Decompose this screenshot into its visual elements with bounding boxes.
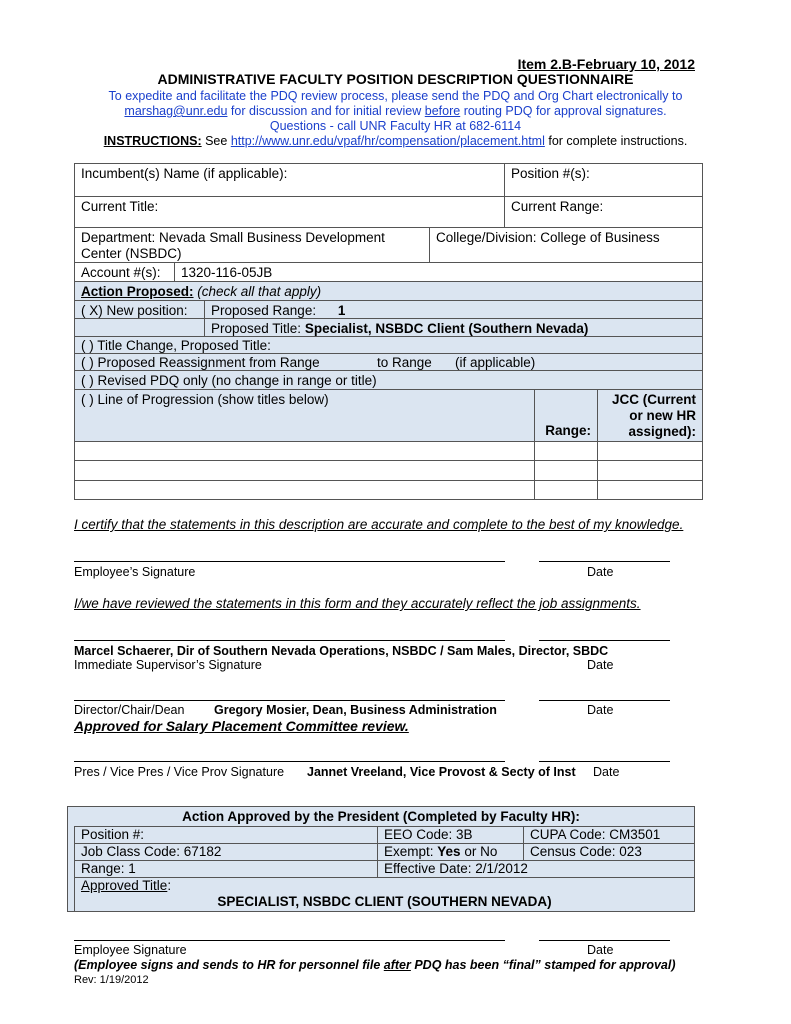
jcc-line-1: JCC (Current	[611, 392, 696, 407]
reassignment-row[interactable]	[74, 353, 703, 371]
cupa-cell	[523, 826, 695, 844]
pres-date-label: Date	[593, 765, 620, 779]
account-label: Account #(s):	[81, 265, 161, 280]
certify-statement: I certify that the statements in this description are accurate and complete to the best of my knowledge.	[74, 517, 684, 532]
eeo-label: EEO Code: 3B	[384, 827, 473, 842]
director-name: Gregory Mosier, Dean, Business Administration	[214, 703, 497, 717]
intro-text: for discussion and for initial review	[227, 104, 425, 118]
before-word: before	[424, 104, 461, 118]
pres-date-line[interactable]	[539, 761, 670, 762]
position-no-cell[interactable]	[504, 163, 703, 197]
reassign-applicable: (if applicable)	[455, 355, 536, 370]
intro-line-2	[0, 104, 791, 118]
reviewed-statement: I/we have reviewed the statements in this form and they accurately reflect the job assignments.	[74, 596, 641, 611]
exempt-cell	[377, 843, 524, 861]
director-date-line[interactable]	[539, 700, 670, 701]
director-label: Director/Chair/Dean	[74, 703, 185, 717]
progression-jcc-2[interactable]	[597, 460, 703, 481]
incumbent-label: Incumbent(s) Name (if applicable):	[81, 166, 288, 181]
incumbent-cell[interactable]	[74, 163, 505, 197]
supervisor-date-line[interactable]	[539, 640, 670, 641]
intro-text-2: routing PDQ for approval signatures.	[460, 104, 667, 118]
supervisor-names: Marcel Schaerer, Dir of Southern Nevada Operations, NSBDC / Sam Males, Director, SBDC	[74, 644, 609, 658]
approved-committee: Approved for Salary Placement Committee review.	[74, 718, 409, 734]
college-cell	[429, 227, 703, 263]
department-line-2: Center (NSBDC)	[81, 246, 182, 261]
jcc-col-header	[597, 389, 703, 442]
action-proposed-label: Action Proposed:	[81, 284, 194, 299]
employee-sig-label: Employee’s Signature	[74, 565, 196, 579]
action-proposed-row	[74, 281, 703, 301]
revised-label: ( ) Revised PDQ only (no change in range or title)	[81, 373, 377, 388]
footer-note-a: (Employee signs and sends to HR for personnel file	[74, 958, 384, 972]
progression-range-2[interactable]	[534, 460, 598, 481]
proposed-title-label: Proposed Title:	[211, 321, 305, 336]
reassign-to-label: to Range	[377, 355, 432, 370]
account-label-cell	[74, 262, 175, 282]
progression-jcc-3[interactable]	[597, 480, 703, 500]
proposed-range-value: 1	[337, 303, 346, 318]
job-class-label: Job Class Code: 67182	[81, 844, 222, 859]
position-label: Position #:	[81, 827, 145, 842]
instructions-see: See	[201, 134, 231, 148]
department-cell	[74, 227, 430, 263]
form-title: ADMINISTRATIVE FACULTY POSITION DESCRIPTION QUESTIONNAIRE	[157, 71, 634, 87]
current-range-cell[interactable]	[504, 196, 703, 228]
line-progression-cell[interactable]	[74, 389, 535, 442]
progression-title-1[interactable]	[74, 441, 535, 461]
item-date: Item 2.B-February 10, 2012	[517, 56, 695, 72]
account-value-cell	[174, 262, 703, 282]
intro-line-1: To expedite and facilitate the PDQ review process, please send the PDQ and Org Chart electronically to	[108, 89, 683, 103]
progression-range-1[interactable]	[534, 441, 598, 461]
president-heading: Action Approved by the President (Completed by Faculty HR):	[182, 809, 580, 824]
progression-title-2[interactable]	[74, 460, 535, 481]
account-value: 1320-116-05JB	[181, 265, 273, 280]
census-label: Census Code: 023	[530, 844, 642, 859]
effective-date-label: Effective Date: 2/1/2012	[384, 861, 528, 876]
action-proposed-hint: (check all that apply)	[193, 284, 322, 299]
jcc-line-3: assigned):	[628, 424, 696, 439]
pres-label: Pres / Vice Pres / Vice Prov Signature	[74, 765, 285, 779]
jcc-line-2: or new HR	[629, 408, 696, 423]
new-position-label: ( X) New position:	[81, 303, 188, 318]
approved-title-value: SPECIALIST, NSBDC CLIENT (SOUTHERN NEVADA)	[217, 894, 552, 909]
proposed-title-spacer	[74, 318, 205, 337]
proposed-title-cell	[204, 318, 703, 337]
new-position-cell[interactable]	[74, 300, 205, 319]
director-date-label: Date	[587, 703, 614, 717]
footer-date-label: Date	[587, 943, 614, 957]
census-cell	[523, 843, 695, 861]
director-sig-line[interactable]	[74, 700, 505, 701]
email-link[interactable]: marshag@unr.edu	[124, 104, 228, 118]
footer-employee-sig-label: Employee Signature	[74, 943, 187, 957]
revision-date: Rev: 1/19/2012	[74, 974, 149, 986]
footer-note-b: PDQ has been “final” stamped for approval)	[410, 958, 676, 972]
title-change-row[interactable]	[74, 336, 703, 354]
supervisor-date-label: Date	[587, 658, 614, 672]
department-line-1: Department: Nevada Small Business Development	[81, 230, 385, 245]
title-change-label: ( ) Title Change, Proposed Title:	[81, 338, 271, 353]
approved-title-colon: :	[167, 878, 172, 893]
proposed-range-cell	[204, 300, 703, 319]
instructions-tail: for complete instructions.	[544, 134, 688, 148]
instructions-link[interactable]: http://www.unr.edu/vpaf/hr/compensation/placement.html	[230, 134, 545, 148]
position-no-label: Position #(s):	[511, 166, 590, 181]
exempt-label: Exempt:	[384, 844, 438, 859]
progression-range-3[interactable]	[534, 480, 598, 500]
exempt-yes: Yes	[437, 844, 461, 859]
footer-note-after: after	[383, 958, 411, 972]
effective-date-cell	[377, 860, 695, 878]
pres-name: Jannet Vreeland, Vice Provost & Secty of Inst	[307, 765, 576, 779]
reassign-from-label: ( ) Proposed Reassignment from Range	[81, 355, 320, 370]
footer-date-line[interactable]	[539, 940, 670, 941]
revised-row[interactable]	[74, 370, 703, 390]
eeo-cell	[377, 826, 524, 844]
current-title-label: Current Title:	[81, 199, 159, 214]
job-class-cell	[74, 843, 378, 861]
current-title-cell[interactable]	[74, 196, 505, 228]
employee-date-label: Date	[587, 565, 614, 579]
progression-jcc-1[interactable]	[597, 441, 703, 461]
exempt-no: or No	[460, 844, 498, 859]
range-col-label: Range:	[545, 423, 591, 438]
employee-sig-line[interactable]	[74, 561, 505, 562]
proposed-range-label: Proposed Range:	[211, 303, 317, 318]
range-cell	[74, 860, 378, 878]
employee-date-line[interactable]	[539, 561, 670, 562]
instructions-label: INSTRUCTIONS:	[103, 134, 202, 148]
intro-line-3: Questions - call UNR Faculty HR at 682-6114	[269, 119, 522, 133]
approved-title-label: Approved Title	[81, 878, 168, 893]
proposed-title-value: Specialist, NSBDC Client (Southern Nevada)	[304, 321, 589, 336]
cupa-label: CUPA Code: CM3501	[530, 827, 661, 842]
approved-title-cell	[74, 877, 695, 912]
range-col-header	[534, 389, 598, 442]
current-range-label: Current Range:	[511, 199, 604, 214]
supervisor-sig-label: Immediate Supervisor’s Signature	[74, 658, 262, 672]
range-label: Range: 1	[81, 861, 136, 876]
progression-title-3[interactable]	[74, 480, 535, 500]
line-progression-label: ( ) Line of Progression (show titles below)	[81, 392, 329, 407]
pres-sig-line[interactable]	[74, 761, 505, 762]
college-label: College/Division: College of Business	[436, 230, 660, 245]
instructions	[0, 134, 791, 148]
footer-note	[74, 958, 676, 972]
supervisor-sig-line[interactable]	[74, 640, 505, 641]
position-cell[interactable]	[74, 826, 378, 844]
footer-sig-line[interactable]	[74, 940, 505, 941]
